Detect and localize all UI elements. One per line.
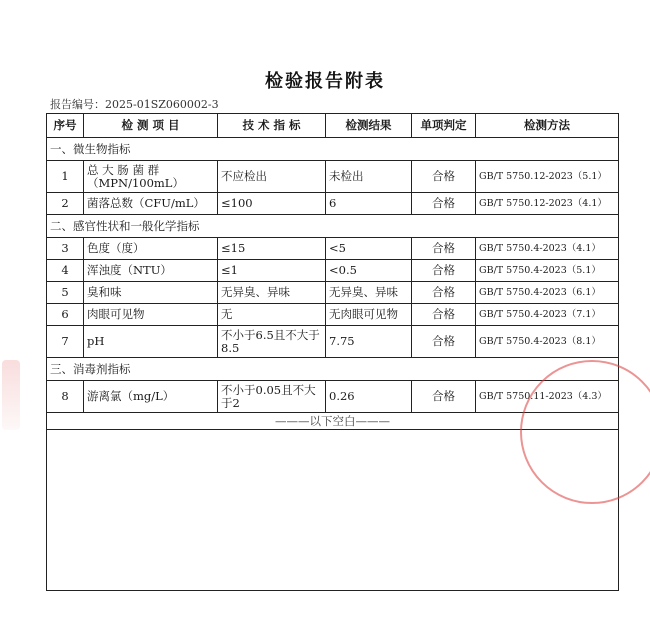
section-label: 一、微生物指标: [47, 138, 619, 161]
cell-item: 总 大 肠 菌 群（MPN/100mL）: [84, 161, 218, 193]
cell-verdict: 合格: [412, 381, 476, 413]
cell-verdict: 合格: [412, 282, 476, 304]
cell-method: GB/T 5750.4-2023（5.1）: [476, 260, 619, 282]
table-row: [47, 260, 619, 282]
cell-item: 菌落总数（CFU/mL）: [84, 193, 218, 215]
cell-index: 5: [47, 282, 84, 304]
section-label: 三、消毒剂指标: [47, 358, 619, 381]
end-note-row: [47, 413, 619, 430]
end-note: [47, 413, 619, 430]
cell-spec: 不小于6.5且不大于8.5: [218, 326, 326, 358]
section-row: [47, 358, 619, 381]
end-note-text: ———以下空白———: [275, 413, 390, 428]
table-row: [47, 193, 619, 215]
cell-result: 无肉眼可见物: [326, 304, 412, 326]
cell-spec: 无异臭、异味: [218, 282, 326, 304]
table-row: [47, 381, 619, 413]
blank-cell: [47, 430, 619, 591]
section-row: [47, 215, 619, 238]
cell-index: 6: [47, 304, 84, 326]
cell-result: 未检出: [326, 161, 412, 193]
cell-spec: ≤1: [218, 260, 326, 282]
cell-result: 0.26: [326, 381, 412, 413]
cell-item: 色度（度）: [84, 238, 218, 260]
cell-method: GB/T 5750.11-2023（4.3）: [476, 381, 619, 413]
cell-spec: 无: [218, 304, 326, 326]
cell-result: <5: [326, 238, 412, 260]
cell-index: 1: [47, 161, 84, 193]
cell-method: GB/T 5750.4-2023（4.1）: [476, 238, 619, 260]
report-title: 检验报告附表: [265, 71, 385, 92]
table-row: [47, 326, 619, 358]
section-row: [47, 138, 619, 161]
cell-index: 8: [47, 381, 84, 413]
cell-verdict: 合格: [412, 193, 476, 215]
cell-verdict: 合格: [412, 326, 476, 358]
blank-area: [47, 430, 619, 591]
cell-index: 7: [47, 326, 84, 358]
cell-item: 浑浊度（NTU）: [84, 260, 218, 282]
table-row: [47, 304, 619, 326]
cell-method: GB/T 5750.4-2023（8.1）: [476, 326, 619, 358]
header-item: 检 测 项 目: [84, 114, 218, 138]
cell-verdict: 合格: [412, 260, 476, 282]
cell-index: 2: [47, 193, 84, 215]
cell-method: GB/T 5750.4-2023（7.1）: [476, 304, 619, 326]
table-row: [47, 161, 619, 193]
header-method: 检测方法: [476, 114, 619, 138]
cell-verdict: 合格: [412, 238, 476, 260]
cell-index: 3: [47, 238, 84, 260]
cell-item: 臭和味: [84, 282, 218, 304]
section-label: 二、感官性状和一般化学指标: [47, 215, 619, 238]
cell-spec: ≤100: [218, 193, 326, 215]
report-number: 报告编号：2025-01SZ060002-3: [50, 98, 219, 111]
table-header-row: [47, 114, 619, 138]
cell-result: 无异臭、异味: [326, 282, 412, 304]
cell-method: GB/T 5750.12-2023（5.1）: [476, 161, 619, 193]
cell-item: 游离氯（mg/L）: [84, 381, 218, 413]
results-table: [46, 113, 619, 591]
cell-item: pH: [84, 326, 218, 358]
header-index: 序号: [47, 114, 84, 138]
edge-seal-mark: [2, 360, 20, 430]
cell-spec: 不应检出: [218, 161, 326, 193]
cell-index: 4: [47, 260, 84, 282]
cell-result: <0.5: [326, 260, 412, 282]
cell-spec: ≤15: [218, 238, 326, 260]
table-row: [47, 238, 619, 260]
cell-method: GB/T 5750.4-2023（6.1）: [476, 282, 619, 304]
table-row: [47, 282, 619, 304]
header-verdict: 单项判定: [412, 114, 476, 138]
cell-result: 6: [326, 193, 412, 215]
header-spec: 技 术 指 标: [218, 114, 326, 138]
cell-method: GB/T 5750.12-2023（4.1）: [476, 193, 619, 215]
header-result: 检测结果: [326, 114, 412, 138]
cell-result: 7.75: [326, 326, 412, 358]
cell-spec: 不小于0.05且不大于2: [218, 381, 326, 413]
cell-verdict: 合格: [412, 161, 476, 193]
cell-item: 肉眼可见物: [84, 304, 218, 326]
cell-verdict: 合格: [412, 304, 476, 326]
